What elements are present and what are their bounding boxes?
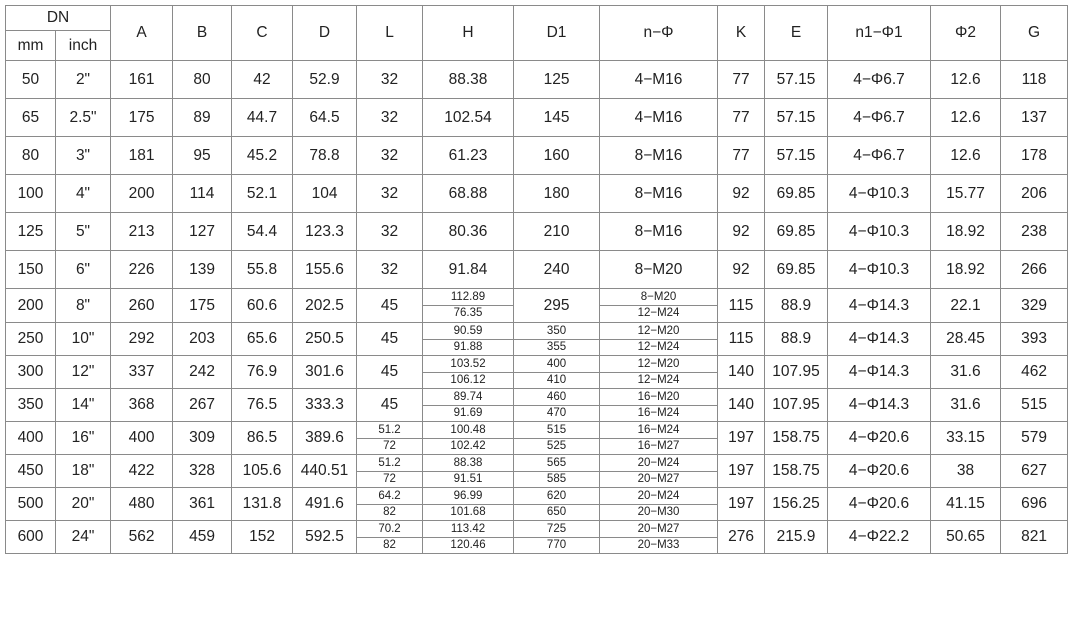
cell-a: 260	[111, 289, 173, 323]
cell-mm: 65	[6, 99, 56, 137]
cell-k: 115	[718, 289, 765, 323]
cell-k: 77	[718, 61, 765, 99]
cell-b: 139	[173, 251, 232, 289]
cell-mm: 500	[6, 488, 56, 521]
cell-h	[423, 389, 514, 422]
table-row	[6, 99, 1068, 137]
cell-c: 44.7	[232, 99, 293, 137]
cell-d1: 295	[514, 289, 600, 323]
cell-phi2: 31.6	[931, 356, 1001, 389]
col-header-n1-phi1: n1−Φ1	[828, 6, 931, 61]
cell-h: 80.36	[423, 213, 514, 251]
cell-c: 52.1	[232, 175, 293, 213]
table-row	[6, 455, 1068, 488]
cell-h	[423, 455, 514, 488]
cell-e: 57.15	[765, 99, 828, 137]
cell-d1: 125	[514, 61, 600, 99]
cell-h	[423, 323, 514, 356]
cell-phi2: 41.15	[931, 488, 1001, 521]
cell-b: 95	[173, 137, 232, 175]
cell-value: 106.12	[450, 373, 486, 386]
cell-a: 213	[111, 213, 173, 251]
cell-n1phi1: 4−Φ20.6	[828, 455, 931, 488]
cell-phi2: 12.6	[931, 99, 1001, 137]
cell-g: 821	[1001, 521, 1068, 554]
cell-e: 158.75	[765, 455, 828, 488]
cell-d1	[514, 323, 600, 356]
cell-k: 276	[718, 521, 765, 554]
cell-h: 88.38	[423, 61, 514, 99]
cell-b: 203	[173, 323, 232, 356]
cell-c: 65.6	[232, 323, 293, 356]
col-header-a: A	[111, 6, 173, 61]
header-row	[6, 6, 1068, 31]
cell-value: 16−M24	[637, 406, 680, 419]
cell-mm: 200	[6, 289, 56, 323]
cell-inch: 24"	[56, 521, 111, 554]
cell-value: 72	[383, 472, 396, 485]
cell-c: 131.8	[232, 488, 293, 521]
col-header-k: K	[718, 6, 765, 61]
cell-l: 45	[357, 389, 423, 422]
cell-mm: 300	[6, 356, 56, 389]
cell-e: 69.85	[765, 251, 828, 289]
cell-nphi: 8−M16	[600, 137, 718, 175]
col-header-d1: D1	[514, 6, 600, 61]
cell-a: 400	[111, 422, 173, 455]
cell-d: 491.6	[293, 488, 357, 521]
cell-mm: 150	[6, 251, 56, 289]
cell-value: 620	[514, 489, 599, 505]
cell-value: 12−M24	[637, 307, 680, 319]
cell-h	[423, 488, 514, 521]
cell-g: 393	[1001, 323, 1068, 356]
cell-nphi	[600, 521, 718, 554]
cell-inch: 3"	[56, 137, 111, 175]
cell-value: 515	[514, 423, 599, 439]
cell-value: 16−M27	[637, 439, 680, 452]
cell-value: 770	[546, 538, 567, 551]
cell-k: 197	[718, 422, 765, 455]
cell-g: 137	[1001, 99, 1068, 137]
cell-mm: 250	[6, 323, 56, 356]
cell-k: 92	[718, 175, 765, 213]
table-row	[6, 389, 1068, 422]
cell-inch: 12"	[56, 356, 111, 389]
cell-d: 301.6	[293, 356, 357, 389]
cell-phi2: 50.65	[931, 521, 1001, 554]
cell-value: 525	[546, 439, 567, 452]
cell-e: 88.9	[765, 323, 828, 356]
cell-value: 96.99	[423, 489, 513, 505]
cell-n1phi1: 4−Φ6.7	[828, 99, 931, 137]
cell-d1	[514, 488, 600, 521]
cell-phi2: 18.92	[931, 251, 1001, 289]
cell-g: 178	[1001, 137, 1068, 175]
cell-nphi: 8−M16	[600, 213, 718, 251]
cell-e: 107.95	[765, 356, 828, 389]
cell-value: 20−M27	[637, 472, 680, 485]
cell-nphi	[600, 323, 718, 356]
cell-d: 104	[293, 175, 357, 213]
table-row	[6, 521, 1068, 554]
cell-value: 400	[514, 357, 599, 373]
cell-value: 12−M20	[600, 357, 717, 373]
cell-b: 309	[173, 422, 232, 455]
cell-value: 460	[514, 390, 599, 406]
cell-e: 69.85	[765, 175, 828, 213]
cell-b: 361	[173, 488, 232, 521]
cell-a: 292	[111, 323, 173, 356]
cell-a: 368	[111, 389, 173, 422]
cell-inch: 6"	[56, 251, 111, 289]
cell-n1phi1: 4−Φ10.3	[828, 175, 931, 213]
cell-phi2: 33.15	[931, 422, 1001, 455]
cell-value: 20−M33	[637, 538, 680, 551]
cell-value: 650	[546, 505, 567, 518]
cell-value: 101.68	[450, 505, 486, 518]
table-row	[6, 137, 1068, 175]
cell-l: 45	[357, 289, 423, 323]
cell-l	[357, 488, 423, 521]
cell-e: 57.15	[765, 61, 828, 99]
cell-value: 16−M20	[600, 390, 717, 406]
cell-value: 70.2	[357, 522, 422, 538]
cell-h: 68.88	[423, 175, 514, 213]
cell-e: 69.85	[765, 213, 828, 251]
cell-d: 389.6	[293, 422, 357, 455]
table-row	[6, 213, 1068, 251]
cell-mm: 100	[6, 175, 56, 213]
cell-inch: 5"	[56, 213, 111, 251]
cell-h	[423, 356, 514, 389]
cell-mm: 50	[6, 61, 56, 99]
cell-nphi	[600, 455, 718, 488]
cell-nphi: 4−M16	[600, 99, 718, 137]
cell-value: 12−M24	[637, 340, 680, 353]
col-header-phi2: Φ2	[931, 6, 1001, 61]
cell-value: 16−M24	[600, 423, 717, 439]
cell-value: 91.88	[453, 340, 483, 353]
cell-d1: 160	[514, 137, 600, 175]
dimension-table	[5, 5, 1068, 554]
col-header-d: D	[293, 6, 357, 61]
cell-e: 158.75	[765, 422, 828, 455]
cell-value: 82	[383, 538, 396, 551]
cell-l: 32	[357, 61, 423, 99]
cell-c: 105.6	[232, 455, 293, 488]
table-row	[6, 175, 1068, 213]
cell-phi2: 22.1	[931, 289, 1001, 323]
cell-b: 175	[173, 289, 232, 323]
cell-g: 579	[1001, 422, 1068, 455]
cell-d: 592.5	[293, 521, 357, 554]
cell-n1phi1: 4−Φ10.3	[828, 213, 931, 251]
cell-a: 175	[111, 99, 173, 137]
cell-c: 60.6	[232, 289, 293, 323]
cell-h: 61.23	[423, 137, 514, 175]
cell-k: 197	[718, 488, 765, 521]
cell-b: 127	[173, 213, 232, 251]
cell-a: 480	[111, 488, 173, 521]
col-header-b: B	[173, 6, 232, 61]
cell-inch: 16"	[56, 422, 111, 455]
cell-d1	[514, 521, 600, 554]
cell-d: 52.9	[293, 61, 357, 99]
cell-c: 55.8	[232, 251, 293, 289]
cell-mm: 80	[6, 137, 56, 175]
cell-nphi	[600, 422, 718, 455]
cell-g: 462	[1001, 356, 1068, 389]
cell-mm: 400	[6, 422, 56, 455]
cell-a: 562	[111, 521, 173, 554]
col-header-l: L	[357, 6, 423, 61]
cell-d1: 210	[514, 213, 600, 251]
cell-n1phi1: 4−Φ20.6	[828, 488, 931, 521]
cell-value: 100.48	[423, 423, 513, 439]
cell-n1phi1: 4−Φ6.7	[828, 137, 931, 175]
inch-header: inch	[56, 31, 111, 61]
cell-g: 329	[1001, 289, 1068, 323]
cell-phi2: 31.6	[931, 389, 1001, 422]
cell-phi2: 15.77	[931, 175, 1001, 213]
cell-a: 161	[111, 61, 173, 99]
cell-nphi	[600, 356, 718, 389]
cell-d1	[514, 455, 600, 488]
cell-k: 140	[718, 389, 765, 422]
dn-header: DN	[6, 6, 111, 31]
cell-d1: 240	[514, 251, 600, 289]
cell-n1phi1: 4−Φ14.3	[828, 323, 931, 356]
cell-l: 32	[357, 251, 423, 289]
cell-c: 76.9	[232, 356, 293, 389]
cell-g: 266	[1001, 251, 1068, 289]
cell-b: 89	[173, 99, 232, 137]
cell-value: 91.69	[453, 406, 483, 419]
cell-e: 156.25	[765, 488, 828, 521]
cell-value: 90.59	[423, 324, 513, 340]
cell-k: 115	[718, 323, 765, 356]
cell-g: 627	[1001, 455, 1068, 488]
cell-value: 64.2	[357, 489, 422, 505]
table-row	[6, 488, 1068, 521]
cell-value: 89.74	[423, 390, 513, 406]
cell-value: 120.46	[450, 538, 486, 551]
cell-g: 118	[1001, 61, 1068, 99]
cell-l: 32	[357, 213, 423, 251]
cell-phi2: 18.92	[931, 213, 1001, 251]
cell-d1	[514, 422, 600, 455]
cell-c: 152	[232, 521, 293, 554]
cell-value: 725	[514, 522, 599, 538]
cell-phi2: 28.45	[931, 323, 1001, 356]
table-row	[6, 61, 1068, 99]
cell-phi2: 38	[931, 455, 1001, 488]
cell-c: 86.5	[232, 422, 293, 455]
cell-g: 206	[1001, 175, 1068, 213]
col-header-e: E	[765, 6, 828, 61]
cell-inch: 14"	[56, 389, 111, 422]
cell-b: 459	[173, 521, 232, 554]
cell-inch: 2.5"	[56, 99, 111, 137]
cell-nphi	[600, 488, 718, 521]
table-row	[6, 251, 1068, 289]
cell-d1: 180	[514, 175, 600, 213]
cell-value: 112.89	[423, 290, 513, 306]
cell-value: 88.38	[423, 456, 513, 472]
cell-k: 77	[718, 137, 765, 175]
cell-g: 238	[1001, 213, 1068, 251]
cell-n1phi1: 4−Φ6.7	[828, 61, 931, 99]
cell-nphi: 4−M16	[600, 61, 718, 99]
cell-k: 92	[718, 213, 765, 251]
cell-nphi: 8−M20	[600, 251, 718, 289]
cell-n1phi1: 4−Φ10.3	[828, 251, 931, 289]
cell-h: 91.84	[423, 251, 514, 289]
cell-value: 565	[514, 456, 599, 472]
table-row	[6, 323, 1068, 356]
cell-l: 32	[357, 99, 423, 137]
cell-value: 113.42	[423, 522, 513, 538]
cell-l: 32	[357, 175, 423, 213]
cell-b: 80	[173, 61, 232, 99]
cell-value: 103.52	[423, 357, 513, 373]
mm-header: mm	[6, 31, 56, 61]
cell-h	[423, 422, 514, 455]
table-row	[6, 356, 1068, 389]
cell-n1phi1: 4−Φ14.3	[828, 289, 931, 323]
cell-e: 57.15	[765, 137, 828, 175]
cell-nphi	[600, 389, 718, 422]
cell-inch: 4"	[56, 175, 111, 213]
cell-d: 123.3	[293, 213, 357, 251]
cell-l	[357, 422, 423, 455]
cell-value: 585	[546, 472, 567, 485]
col-header-g: G	[1001, 6, 1068, 61]
cell-value: 355	[546, 340, 567, 353]
cell-value: 12−M20	[600, 324, 717, 340]
col-header-c: C	[232, 6, 293, 61]
cell-nphi: 8−M16	[600, 175, 718, 213]
cell-d: 155.6	[293, 251, 357, 289]
cell-a: 422	[111, 455, 173, 488]
cell-d: 202.5	[293, 289, 357, 323]
cell-inch: 20"	[56, 488, 111, 521]
cell-value: 82	[383, 505, 396, 518]
cell-value: 8−M20	[600, 290, 717, 306]
cell-d1	[514, 356, 600, 389]
cell-d: 78.8	[293, 137, 357, 175]
cell-k: 77	[718, 99, 765, 137]
cell-l: 32	[357, 137, 423, 175]
cell-e: 215.9	[765, 521, 828, 554]
cell-d: 333.3	[293, 389, 357, 422]
cell-k: 197	[718, 455, 765, 488]
col-header-h: H	[423, 6, 514, 61]
cell-value: 350	[514, 324, 599, 340]
cell-e: 107.95	[765, 389, 828, 422]
cell-c: 42	[232, 61, 293, 99]
cell-value: 410	[546, 373, 567, 386]
cell-d: 64.5	[293, 99, 357, 137]
cell-c: 54.4	[232, 213, 293, 251]
cell-value: 20−M24	[600, 456, 717, 472]
cell-e: 88.9	[765, 289, 828, 323]
cell-value: 51.2	[357, 456, 422, 472]
cell-c: 45.2	[232, 137, 293, 175]
cell-d1: 145	[514, 99, 600, 137]
cell-value: 91.51	[453, 472, 483, 485]
cell-value: 51.2	[357, 423, 422, 439]
col-header-n-phi: n−Φ	[600, 6, 718, 61]
cell-n1phi1: 4−Φ14.3	[828, 356, 931, 389]
cell-value: 20−M24	[600, 489, 717, 505]
cell-nphi	[600, 289, 718, 323]
cell-phi2: 12.6	[931, 61, 1001, 99]
cell-g: 696	[1001, 488, 1068, 521]
cell-mm: 125	[6, 213, 56, 251]
table-row	[6, 289, 1068, 323]
cell-k: 92	[718, 251, 765, 289]
cell-d1	[514, 389, 600, 422]
cell-mm: 450	[6, 455, 56, 488]
cell-inch: 18"	[56, 455, 111, 488]
cell-value: 102.42	[450, 439, 486, 452]
cell-d: 440.51	[293, 455, 357, 488]
cell-l: 45	[357, 323, 423, 356]
cell-b: 267	[173, 389, 232, 422]
cell-d: 250.5	[293, 323, 357, 356]
cell-phi2: 12.6	[931, 137, 1001, 175]
cell-mm: 350	[6, 389, 56, 422]
cell-l	[357, 455, 423, 488]
cell-value: 20−M27	[600, 522, 717, 538]
table-row	[6, 422, 1068, 455]
cell-n1phi1: 4−Φ20.6	[828, 422, 931, 455]
cell-n1phi1: 4−Φ14.3	[828, 389, 931, 422]
cell-h	[423, 289, 514, 323]
cell-inch: 8"	[56, 289, 111, 323]
cell-l: 45	[357, 356, 423, 389]
cell-inch: 10"	[56, 323, 111, 356]
cell-a: 337	[111, 356, 173, 389]
cell-a: 200	[111, 175, 173, 213]
cell-value: 12−M24	[637, 373, 680, 386]
cell-l	[357, 521, 423, 554]
cell-a: 181	[111, 137, 173, 175]
cell-mm: 600	[6, 521, 56, 554]
cell-value: 72	[383, 439, 396, 452]
cell-h	[423, 521, 514, 554]
cell-h: 102.54	[423, 99, 514, 137]
cell-value: 20−M30	[637, 505, 680, 518]
cell-a: 226	[111, 251, 173, 289]
cell-g: 515	[1001, 389, 1068, 422]
cell-inch: 2"	[56, 61, 111, 99]
cell-b: 114	[173, 175, 232, 213]
cell-value: 76.35	[453, 307, 483, 319]
cell-b: 242	[173, 356, 232, 389]
cell-b: 328	[173, 455, 232, 488]
cell-value: 470	[546, 406, 567, 419]
cell-k: 140	[718, 356, 765, 389]
cell-n1phi1: 4−Φ22.2	[828, 521, 931, 554]
cell-c: 76.5	[232, 389, 293, 422]
